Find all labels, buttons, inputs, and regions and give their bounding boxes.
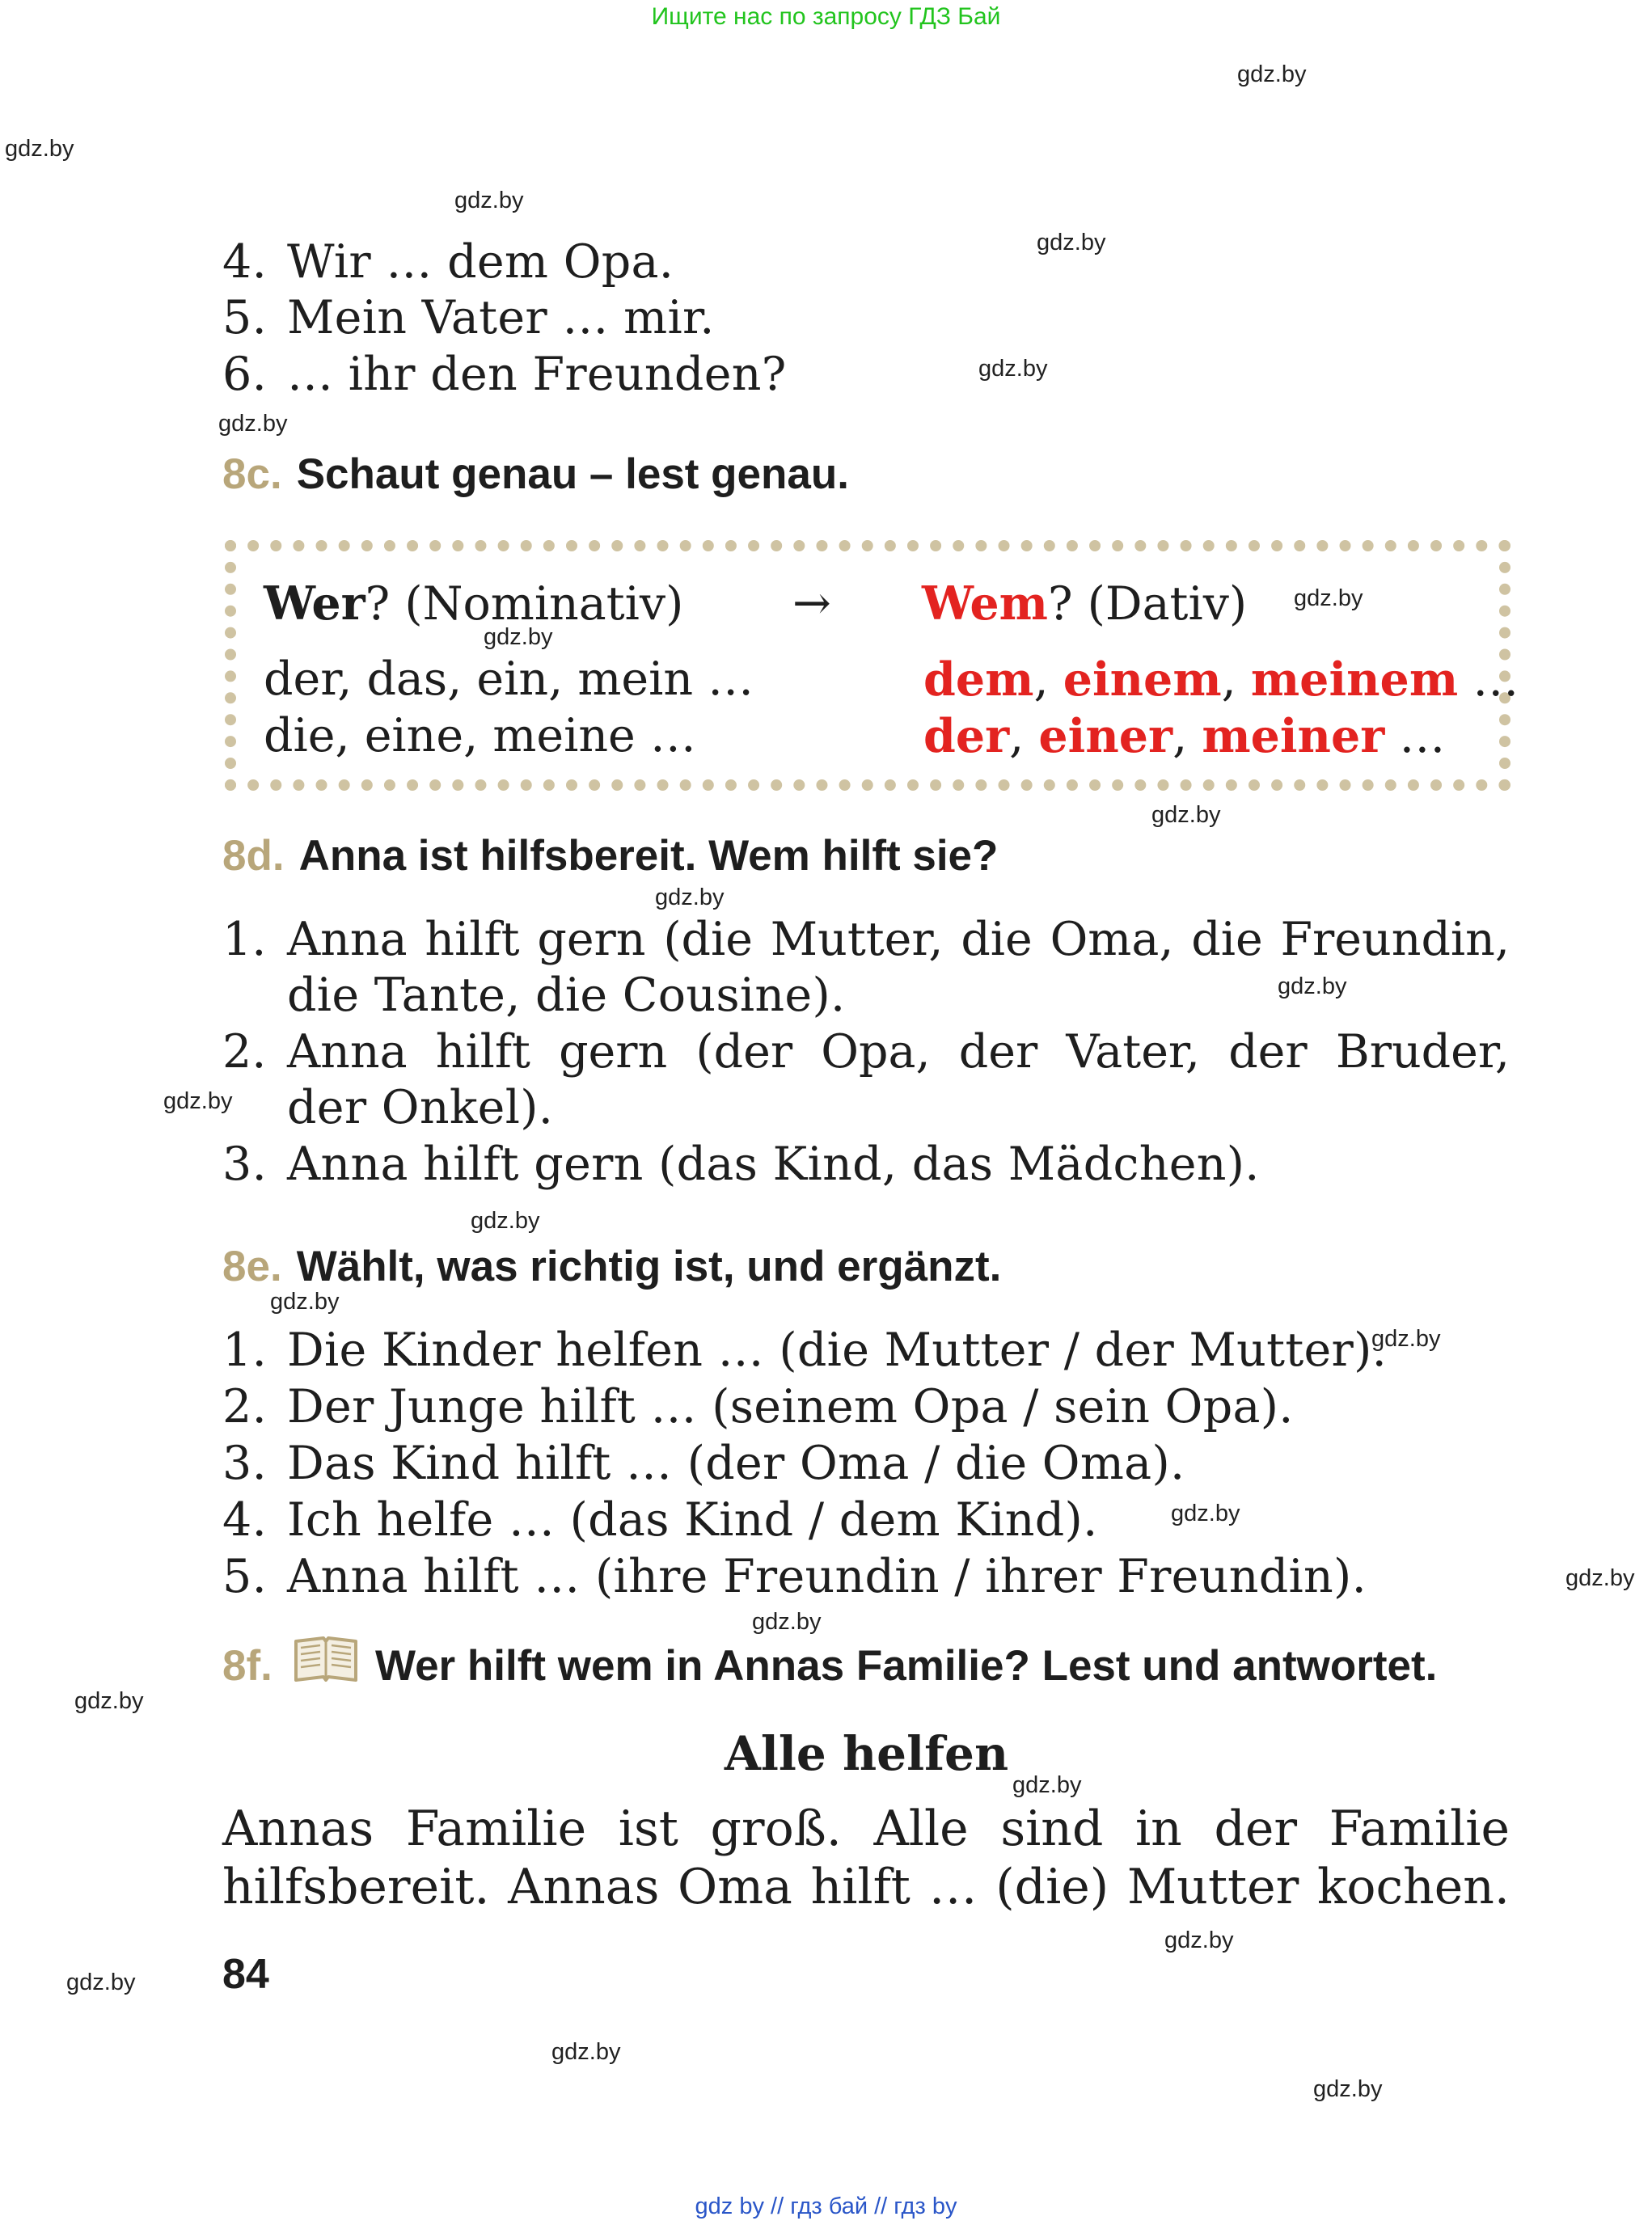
watermark: gdz.by <box>484 624 553 650</box>
list-item: 3. Anna hilft gern (das Kind, das Mädchen). <box>222 1138 1260 1191</box>
watermark: gdz.by <box>655 885 725 910</box>
story-title: Alle helfen <box>724 1726 1009 1781</box>
nominativ-heading: Wer? (Nominativ) <box>264 576 684 631</box>
nominativ-row: der, das, ein, mein … <box>264 652 754 706</box>
bottom-banner: gdz by // гдз бай // гдз by <box>695 2193 957 2219</box>
watermark: gdz.by <box>1278 973 1347 999</box>
arrow-icon: → <box>792 576 831 630</box>
list-item: 1. Anna hilft gern (die Mutter, die Oma, die Freundin, <box>222 913 1510 966</box>
list-item: 6. … ihr den Freunden? <box>222 348 787 401</box>
watermark: gdz.by <box>66 1970 136 1995</box>
watermark: gdz.by <box>551 2039 621 2065</box>
watermark: gdz.by <box>1151 802 1221 828</box>
dativ-row: dem, einem, meinem … <box>923 652 1519 707</box>
list-item: 1. Die Kinder helfen … (die Mutter / der Mutter). <box>222 1324 1388 1377</box>
watermark: gdz.by <box>1313 2076 1383 2102</box>
list-item: 2. Der Junge hilft … (seinem Opa / sein Opa). <box>222 1380 1294 1433</box>
exercise-heading-8d: 8d. Anna ist hilfsbereit. Wem hilft sie? <box>222 832 999 880</box>
exercise-heading-8f: 8f. <box>222 1642 273 1690</box>
watermark: gdz.by <box>163 1088 233 1114</box>
list-item: 4. Wir … dem Opa. <box>222 235 674 289</box>
list-item: 5. Anna hilft … (ihre Freundin / ihrer Freundin). <box>222 1550 1367 1603</box>
list-item: 3. Das Kind hilft … (der Oma / die Oma). <box>222 1437 1185 1490</box>
exercise-heading-8e: 8e. Wählt, was richtig ist, und ergänzt. <box>222 1243 1002 1290</box>
dativ-heading: Wem? (Dativ) <box>922 576 1248 631</box>
nominativ-row: die, eine, meine … <box>264 709 696 762</box>
list-item: 2. Anna hilft gern (der Opa, der Vater, der Bruder, <box>222 1025 1510 1079</box>
list-item: 4. Ich helfe … (das Kind / dem Kind). <box>222 1493 1098 1547</box>
list-item-continuation: der Onkel). <box>287 1081 554 1134</box>
watermark: gdz.by <box>1037 230 1106 255</box>
watermark: gdz.by <box>978 356 1048 382</box>
exercise-8f-text: Wer hilft wem in Annas Familie? Lest und antwortet. <box>375 1642 1438 1690</box>
watermark: gdz.by <box>1371 1326 1441 1352</box>
watermark: gdz.by <box>752 1609 822 1635</box>
watermark: gdz.by <box>5 136 74 162</box>
watermark: gdz.by <box>1012 1772 1082 1798</box>
watermark: gdz.by <box>1171 1501 1240 1526</box>
watermark: gdz.by <box>270 1289 340 1315</box>
watermark: gdz.by <box>1237 61 1307 87</box>
watermark: gdz.by <box>218 411 288 437</box>
watermark: gdz.by <box>74 1688 144 1714</box>
list-item-continuation: die Tante, die Cousine). <box>287 969 846 1022</box>
exercise-heading-8c: 8c. Schaut genau – lest genau. <box>222 450 849 498</box>
watermark: gdz.by <box>471 1208 540 1234</box>
book-icon <box>293 1635 359 1683</box>
watermark: gdz.by <box>1565 1565 1635 1591</box>
dativ-row: der, einer, meiner … <box>923 709 1446 763</box>
watermark: gdz.by <box>454 188 524 213</box>
watermark: gdz.by <box>1294 585 1363 611</box>
story-text-line: hilfsbereit. Annas Oma hilft … (die) Mutter kochen. <box>222 1859 1510 1915</box>
top-banner: Ищите нас по запросу ГДЗ Бай <box>651 3 1001 30</box>
story-text-line: Annas Familie ist groß. Alle sind in der Familie <box>222 1801 1510 1857</box>
list-item: 5. Mein Vater … mir. <box>222 291 715 344</box>
watermark: gdz.by <box>1164 1927 1234 1953</box>
page-number: 84 <box>222 1951 269 1998</box>
